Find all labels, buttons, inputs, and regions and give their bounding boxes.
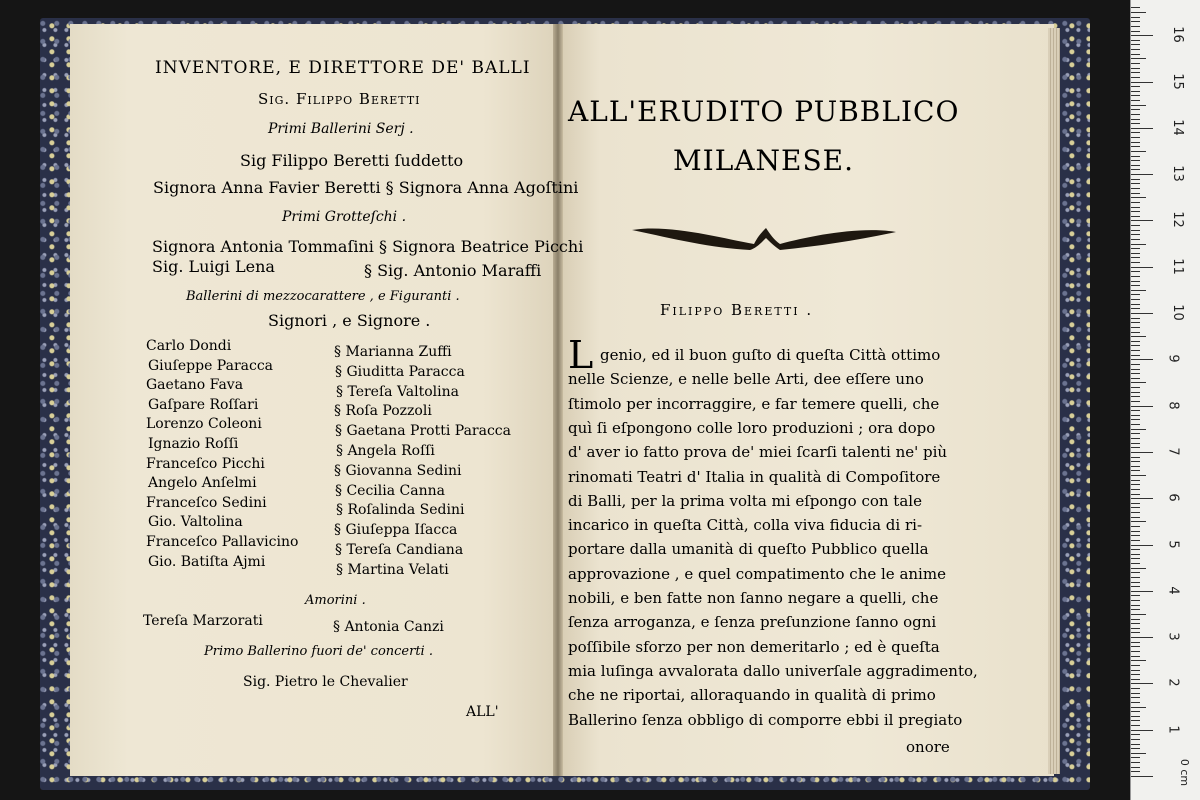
ruler-tick xyxy=(1131,332,1140,333)
body-text-line: nobili, e ben fatte non ſanno negare a quelli, che xyxy=(568,589,939,607)
ruler-tick xyxy=(1131,68,1140,69)
ruler-tick xyxy=(1131,688,1140,689)
ruler-tick xyxy=(1131,132,1140,133)
amorini-left: Tereſa Marzorati xyxy=(143,613,263,629)
ruler-tick xyxy=(1131,711,1140,712)
ruler-tick xyxy=(1131,396,1140,397)
ruler-tick xyxy=(1131,734,1140,735)
signore-name: § Giovanna Sedini xyxy=(334,462,462,479)
ruler-tick xyxy=(1131,466,1140,467)
ruler-number: 12 xyxy=(1169,211,1185,229)
ruler-tick xyxy=(1131,632,1140,633)
signore-name: § Gaetana Protti Paracca xyxy=(335,423,511,440)
ruler-tick xyxy=(1131,679,1140,680)
ruler-tick xyxy=(1131,248,1140,249)
ruler-tick xyxy=(1131,359,1153,360)
grotteschi-line2-right: § Sig. Antonio Maraffi xyxy=(364,261,542,280)
ruler-tick xyxy=(1131,156,1140,157)
ruler-tick xyxy=(1131,91,1140,92)
ruler-tick xyxy=(1131,443,1140,444)
ruler-tick xyxy=(1131,489,1140,490)
ruler-tick xyxy=(1131,697,1140,698)
body-text-line: Ballerino ſenza obbligo di comporre ebbi il pregiato xyxy=(568,710,963,729)
ruler-tick xyxy=(1131,549,1140,550)
body-text-line: approvazione , e quel compatimento che le anime xyxy=(568,564,946,583)
ruler-tick xyxy=(1131,730,1153,731)
ruler-tick xyxy=(1131,44,1140,45)
ruler-tick xyxy=(1131,299,1140,300)
ruler-tick xyxy=(1131,7,1140,8)
measurement-ruler xyxy=(1130,0,1200,800)
right-title-line1: ALL'ERUDITO PUBBLICO xyxy=(568,95,960,128)
signori-heading: Signori , e Signore . xyxy=(268,311,431,330)
ruler-tick xyxy=(1131,415,1140,416)
body-text-line: incarico in queſta Città, colla viva fiducia di ri- xyxy=(568,516,923,535)
ruler-tick xyxy=(1131,531,1140,532)
ruler-tick xyxy=(1131,452,1153,453)
ruler-tick xyxy=(1131,281,1140,282)
ruler-tick xyxy=(1131,410,1140,411)
ruler-tick xyxy=(1131,475,1146,476)
ruler-tick xyxy=(1131,656,1140,657)
signore-name: § Marianna Zuffi xyxy=(334,344,452,360)
ruler-tick xyxy=(1131,605,1140,606)
signore-name: § Roſalinda Sedini xyxy=(336,502,465,519)
ruler-tick xyxy=(1131,614,1146,615)
ruler-tick xyxy=(1131,169,1140,170)
ruler-tick xyxy=(1131,512,1140,513)
ruler-tick xyxy=(1131,683,1153,684)
ruler-tick xyxy=(1131,595,1140,596)
ruler-tick xyxy=(1131,725,1140,726)
ruler-tick xyxy=(1131,438,1140,439)
ruler-tick xyxy=(1131,114,1140,115)
ruler-tick xyxy=(1131,642,1140,643)
ruler-tick xyxy=(1131,188,1140,189)
ruler-tick xyxy=(1131,674,1140,675)
ruler-tick xyxy=(1131,216,1140,217)
ruler-tick xyxy=(1131,526,1140,527)
ruler-tick xyxy=(1131,757,1140,758)
ruler-tick xyxy=(1131,341,1140,342)
ruler-tick xyxy=(1131,767,1140,768)
ruler-tick xyxy=(1131,753,1146,754)
ruler-tick xyxy=(1131,308,1140,309)
ruler-tick xyxy=(1131,86,1140,87)
ruler-tick xyxy=(1131,313,1153,314)
ruler-tick xyxy=(1131,600,1140,601)
ruler-number: 16 xyxy=(1169,26,1185,43)
ruler-tick xyxy=(1131,572,1140,573)
body-text-line: ſenza arroganza, e ſenza preſunzione ſanno ogni xyxy=(568,613,937,632)
ruler-tick xyxy=(1131,716,1140,717)
ruler-tick xyxy=(1131,239,1140,240)
ruler-tick xyxy=(1131,503,1140,504)
ruler-tick xyxy=(1131,290,1146,291)
ruler-tick xyxy=(1131,558,1140,559)
ruler-tick xyxy=(1131,253,1140,254)
ruler-tick xyxy=(1131,507,1140,508)
ruler-tick xyxy=(1131,304,1140,305)
ruler-tick xyxy=(1131,58,1146,59)
ruler-tick xyxy=(1131,401,1140,402)
ruler-number: 5 xyxy=(1165,539,1181,549)
ruler-tick xyxy=(1131,762,1140,763)
book-gutter xyxy=(553,24,563,776)
primi-ballerini-line2: Signora Anna Favier Beretti § Signora Anna Agoſtini xyxy=(153,178,579,197)
ruler-tick xyxy=(1131,693,1140,694)
ruler-tick xyxy=(1131,63,1140,64)
ruler-tick xyxy=(1131,646,1140,647)
ruler-number: 8 xyxy=(1165,400,1181,410)
grotteschi-line1: Signora Antonia Tommaſini § Signora Beatrice Picchi xyxy=(152,237,584,256)
signore-name: § Tereſa Candiana xyxy=(335,542,464,558)
ruler-tick xyxy=(1131,123,1140,124)
body-text-line: rinomati Teatri d' Italia in qualità di Compoſitore xyxy=(568,467,941,486)
right-title-line2: MILANESE. xyxy=(673,144,855,177)
ruler-tick xyxy=(1131,12,1146,13)
signori-name: Gaſpare Roſſari xyxy=(148,396,259,413)
ruler-tick xyxy=(1131,424,1140,425)
ruler-tick xyxy=(1131,234,1140,235)
signore-name: § Cecilia Canna xyxy=(335,482,445,499)
ruler-tick xyxy=(1131,271,1140,272)
signori-name: Gaetano Fava xyxy=(146,377,244,394)
ruler-tick xyxy=(1131,105,1146,106)
body-text-line: poſſibile sforzo per non demeritarlo ; ed è queſta xyxy=(568,637,940,656)
ruler-tick xyxy=(1131,21,1140,22)
body-text-line: mia luſinga avvalorata dallo univerſale aggradimento, xyxy=(568,661,978,680)
ruler-tick xyxy=(1131,378,1140,379)
signore-name: § Tereſa Valtolina xyxy=(336,383,459,400)
author-name: Filippo Beretti . xyxy=(660,301,814,319)
ruler-tick xyxy=(1131,670,1140,671)
primo-fuori-name: Sig. Pietro le Chevalier xyxy=(243,674,408,690)
signore-name: § Giuſeppa Iſacca xyxy=(334,522,458,539)
ruler-tick xyxy=(1131,498,1153,499)
ruler-tick xyxy=(1131,382,1146,383)
ruler-tick xyxy=(1131,350,1140,351)
ornament-divider-icon xyxy=(630,222,898,252)
body-text-line: portare dalla umanità di queſto Pubblico quella xyxy=(568,540,929,559)
ruler-tick xyxy=(1131,207,1140,208)
ruler-tick xyxy=(1131,577,1140,578)
body-text-line: di Balli, per la prima volta mi eſpongo con tale xyxy=(568,491,922,510)
ruler-number: 14 xyxy=(1169,119,1185,136)
ruler-tick xyxy=(1131,776,1153,777)
ruler-tick xyxy=(1131,591,1153,592)
ruler-tick xyxy=(1131,165,1140,166)
ruler-tick xyxy=(1131,276,1140,277)
ruler-tick xyxy=(1131,540,1140,541)
ruler-tick xyxy=(1131,586,1140,587)
ruler-tick xyxy=(1131,49,1140,50)
ruler-tick xyxy=(1131,244,1146,245)
signori-name: Franceſco Picchi xyxy=(146,455,265,472)
signori-name: Ignazio Roſſi xyxy=(148,436,239,452)
ruler-tick xyxy=(1131,197,1146,198)
ruler-number: 13 xyxy=(1169,165,1185,182)
ruler-tick xyxy=(1131,494,1140,495)
ruler-tick xyxy=(1131,54,1140,55)
grotteschi-line2-left: Sig. Luigi Lena xyxy=(152,257,275,276)
ruler-tick xyxy=(1131,470,1140,471)
body-text-line: genio, ed il buon guſto di queſta Città ottimo xyxy=(600,346,941,364)
primi-ballerini-line1: Sig Filippo Beretti ſuddetto xyxy=(240,151,464,170)
ruler-tick xyxy=(1131,707,1146,708)
ruler-tick xyxy=(1131,355,1140,356)
ruler-tick xyxy=(1131,628,1140,629)
ruler-tick xyxy=(1131,429,1146,430)
signori-name: Gio. Batiſta Ajmi xyxy=(148,553,266,570)
ruler-tick xyxy=(1131,619,1140,620)
grotteschi-heading: Primi Grotteſchi . xyxy=(282,209,407,225)
ruler-tick xyxy=(1131,128,1153,129)
amorini-right: § Antonia Canzi xyxy=(333,619,444,635)
ruler-tick xyxy=(1131,702,1140,703)
right-catchword: onore xyxy=(906,738,950,756)
ruler-tick xyxy=(1131,267,1153,268)
primi-ballerini-heading: Primi Ballerini Serj . xyxy=(268,121,414,137)
ruler-tick xyxy=(1131,568,1146,569)
ruler-tick xyxy=(1131,623,1140,624)
ruler-tick xyxy=(1131,119,1140,120)
ruler-tick xyxy=(1131,285,1140,286)
signori-name: Giuſeppe Paracca xyxy=(148,357,274,374)
ruler-tick xyxy=(1131,660,1146,661)
director-name: Sig. Filippo Beretti xyxy=(258,90,421,108)
ruler-number: 1 xyxy=(1165,725,1181,734)
ruler-tick xyxy=(1131,336,1146,337)
signore-name: § Martina Velati xyxy=(336,561,449,578)
ruler-tick xyxy=(1131,369,1140,370)
ruler-tick xyxy=(1131,220,1153,221)
ruler-tick xyxy=(1131,545,1153,546)
ruler-number: 7 xyxy=(1165,447,1181,456)
primo-fuori-heading: Primo Ballerino fuori de' concerti . xyxy=(204,644,433,659)
ruler-tick xyxy=(1131,160,1140,161)
ruler-tick xyxy=(1131,82,1153,83)
ruler-tick xyxy=(1131,151,1146,152)
ruler-number: 6 xyxy=(1165,493,1181,502)
ruler-tick xyxy=(1131,447,1140,448)
signori-name: Angelo Anſelmi xyxy=(148,475,257,492)
ruler-tick xyxy=(1131,202,1140,203)
ruler-tick xyxy=(1131,72,1140,73)
ruler-tick xyxy=(1131,392,1140,393)
ruler-tick xyxy=(1131,193,1140,194)
ruler-tick xyxy=(1131,211,1140,212)
ruler-tick xyxy=(1131,748,1140,749)
ruler-tick xyxy=(1131,457,1140,458)
ruler-tick xyxy=(1131,327,1140,328)
page-edges xyxy=(1048,28,1060,774)
ruler-tick xyxy=(1131,225,1140,226)
signore-name: § Angela Roſſi xyxy=(336,443,435,459)
ruler-tick xyxy=(1131,387,1140,388)
ruler-tick xyxy=(1131,35,1153,36)
signore-name: § Roſa Pozzoli xyxy=(334,403,432,420)
ruler-tick xyxy=(1131,484,1140,485)
ruler-number: 9 xyxy=(1165,354,1181,363)
ruler-number: 15 xyxy=(1169,72,1185,90)
ruler-tick xyxy=(1131,563,1140,564)
ruler-tick xyxy=(1131,582,1140,583)
ruler-number: 4 xyxy=(1165,586,1181,595)
ruler-tick xyxy=(1131,109,1140,110)
ruler-tick xyxy=(1131,609,1140,610)
ruler-tick xyxy=(1131,419,1140,420)
ruler-tick xyxy=(1131,535,1140,536)
ruler-tick xyxy=(1131,433,1140,434)
ruler-tick xyxy=(1131,739,1140,740)
ruler-tick xyxy=(1131,142,1140,143)
ruler-tick xyxy=(1131,554,1140,555)
signori-name: Franceſco Pallavicino xyxy=(146,534,299,550)
ruler-tick xyxy=(1131,100,1140,101)
left-page-title: INVENTORE, E DIRETTORE DE' BALLI xyxy=(155,58,531,78)
ruler-tick xyxy=(1131,146,1140,147)
signori-name: Lorenzo Coleoni xyxy=(146,416,262,433)
ruler-tick xyxy=(1131,31,1140,32)
ruler-tick xyxy=(1131,517,1140,518)
ruler-tick xyxy=(1131,230,1140,231)
amorini-heading: Amorini . xyxy=(305,593,366,608)
ruler-tick xyxy=(1131,17,1140,18)
ruler-tick xyxy=(1131,40,1140,41)
ruler-unit-label: 0 cm xyxy=(1178,758,1192,787)
ruler-number: 10 xyxy=(1169,304,1185,321)
signori-name: Gio. Valtolina xyxy=(148,514,243,531)
ruler-tick xyxy=(1131,137,1140,138)
left-catchword: ALL' xyxy=(466,704,499,720)
ruler-tick xyxy=(1131,480,1140,481)
mezzocarattere-heading: Ballerini di mezzocarattere , e Figuranti . xyxy=(186,289,460,304)
signori-name: Carlo Dondi xyxy=(146,338,232,354)
ruler-number: 11 xyxy=(1169,257,1185,275)
ruler-tick xyxy=(1131,345,1140,346)
ruler-tick xyxy=(1131,771,1140,772)
body-text-line: quì ſi eſpongono colle loro produzioni ; ora dopo xyxy=(568,418,936,437)
ruler-tick xyxy=(1131,77,1140,78)
ruler-tick xyxy=(1131,720,1140,721)
ruler-tick xyxy=(1131,183,1140,184)
signore-name: § Giuditta Paracca xyxy=(335,363,465,380)
body-text-line: ſtimolo per incorraggire, e far temere quelli, che xyxy=(568,394,940,413)
ruler-tick xyxy=(1131,294,1140,295)
ruler-tick xyxy=(1131,318,1140,319)
body-text-line: d' aver io fatto prova de' miei ſcarſi talenti ne' più xyxy=(568,443,948,462)
body-text-line: che ne riportai, alloraquando in qualità di primo xyxy=(568,686,936,705)
ruler-tick xyxy=(1131,262,1140,263)
signori-name: Franceſco Sedini xyxy=(146,494,267,511)
ruler-tick xyxy=(1131,651,1140,652)
ruler-number: 3 xyxy=(1165,632,1181,641)
drop-cap: L xyxy=(568,333,594,377)
ruler-number: 2 xyxy=(1165,678,1181,688)
ruler-tick xyxy=(1131,95,1140,96)
ruler-tick xyxy=(1131,174,1153,175)
ruler-tick xyxy=(1131,406,1153,407)
ruler-tick xyxy=(1131,744,1140,745)
ruler-tick xyxy=(1131,373,1140,374)
ruler-tick xyxy=(1131,637,1153,638)
ruler-tick xyxy=(1131,322,1140,323)
ruler-tick xyxy=(1131,521,1146,522)
ruler-tick xyxy=(1131,179,1140,180)
ruler-tick xyxy=(1131,26,1140,27)
ruler-tick xyxy=(1131,257,1140,258)
ruler-tick xyxy=(1131,364,1140,365)
ruler-tick xyxy=(1131,461,1140,462)
body-text-line: nelle Scienze, e nelle belle Arti, dee eſſere uno xyxy=(568,370,924,389)
ruler-tick xyxy=(1131,665,1140,666)
